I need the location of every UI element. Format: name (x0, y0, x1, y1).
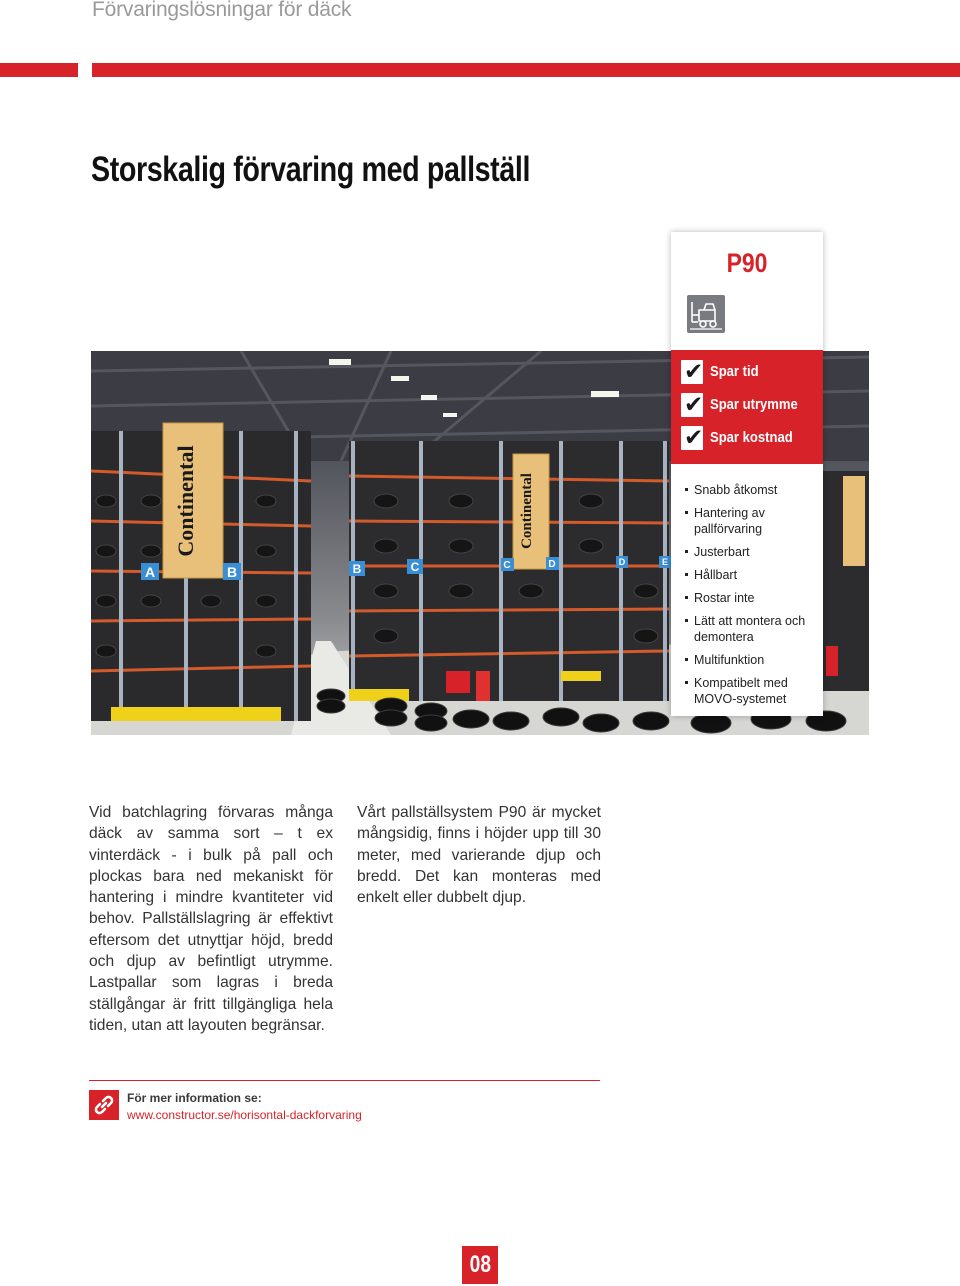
aisle-tag-c: C (410, 560, 420, 574)
aisle-tag-d: D (548, 559, 556, 570)
feature-item: Justerbart (685, 544, 817, 560)
banner-text-left: Continental (173, 445, 198, 557)
aisle-tag-c2: C (503, 560, 511, 571)
check-icon: ✔ (681, 426, 703, 450)
aisle-tag-e: E (661, 557, 669, 567)
page-number-text: 08 (469, 1251, 491, 1278)
feature-item: Snabb åtkomst (685, 482, 817, 498)
feature-item: Multifunktion (685, 652, 817, 668)
info-link[interactable]: www.constructor.se/horisontal-dackforvaring (127, 1108, 362, 1122)
page-number (462, 1246, 498, 1284)
forklift-icon (687, 295, 725, 333)
check-icon: ✔ (681, 393, 703, 417)
feature-item: Rostar inte (685, 590, 817, 606)
aisle-tag-b2: B (352, 562, 362, 576)
check-icon: ✔ (681, 360, 703, 384)
feature-item: Lätt att montera och demontera (685, 613, 817, 645)
benefit-label: Spar kostnad (710, 430, 793, 446)
info-divider (89, 1080, 600, 1081)
benefit-item (679, 391, 823, 421)
feature-list (685, 482, 817, 714)
section-title: Förvaringslösningar för däck (92, 0, 352, 21)
benefit-label: Spar utrymme (710, 397, 798, 413)
feature-item: Hantering av pallförvaring (685, 505, 817, 537)
aisle-tag-d2: D (618, 557, 626, 567)
header-rule-right (92, 63, 960, 77)
link-icon[interactable] (89, 1090, 119, 1120)
model-name: P90 (726, 248, 768, 278)
header-rule-left (0, 63, 78, 77)
feature-item: Hållbart (685, 567, 817, 583)
info-label: För mer information se: (127, 1091, 262, 1105)
benefit-item (679, 424, 823, 454)
page-title: Storskalig förvaring med pallställ (91, 150, 531, 189)
aisle-tag-b: B (226, 564, 238, 580)
aisle-tag-a: A (144, 564, 156, 580)
benefit-label: Spar tid (710, 364, 759, 380)
benefit-item (679, 358, 823, 388)
body-text-column-2: Vårt pallställsystem P90 är mycket mångsidig, finns i höjder upp till 30 meter, med varierande djup och bredd. Det kan monteras med enkelt eller dubbelt djup. (357, 804, 601, 907)
feature-item: Kompatibelt med MOVO-systemet (685, 675, 817, 707)
body-text-column-1: Vid batchlagring förvaras många däck av samma sort – t ex vinterdäck - i bulk på pall och plockas bara ned mekaniskt för hantering i mindre kvantiteter vid behov. Pallställslagring är effektivt eftersom det utnyttjar höjd, bredd och djup av befintligt utrymme. Lastpallar som lagras i breda ställgångar är fritt tillgängliga hela tiden, utan att layouten begränsar. (89, 804, 333, 1034)
banner-text-middle: Continental (519, 473, 535, 549)
product-spec-card (671, 232, 823, 716)
benefits-panel (671, 350, 823, 464)
